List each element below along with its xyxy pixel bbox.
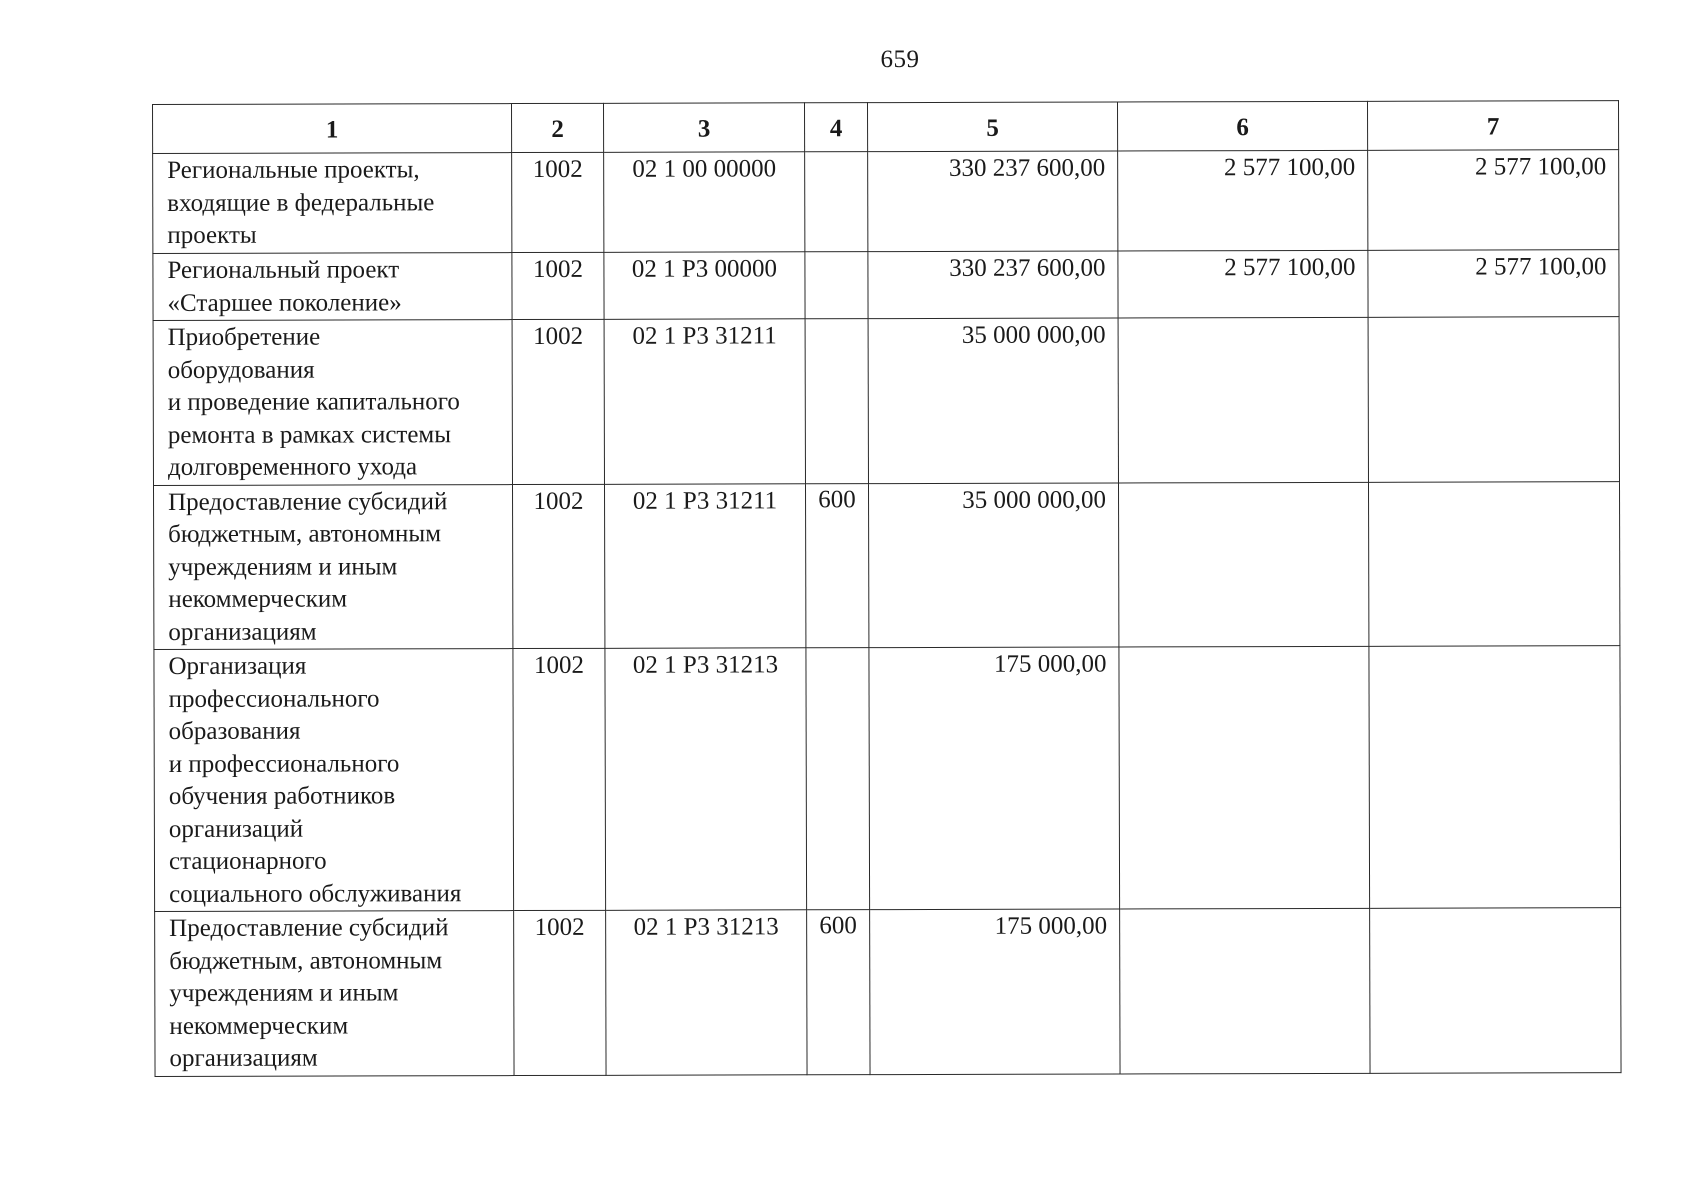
row-name-cell	[154, 649, 514, 912]
table-row	[153, 150, 1619, 254]
budget-table	[152, 100, 1622, 1076]
page-number: 659	[880, 46, 920, 73]
table-row	[153, 481, 1619, 649]
sum6-cell: 2 577 100,00	[1118, 250, 1368, 318]
sum5-cell: 35 000 000,00	[868, 482, 1118, 647]
code-cell: 02 1 Р3 31213	[606, 910, 807, 1075]
code-cell: 02 1 Р3 00000	[604, 252, 805, 320]
sum5-cell: 35 000 000,00	[868, 318, 1118, 483]
section-cell: 1002	[514, 910, 606, 1075]
row-name-cell	[153, 153, 512, 254]
section-cell: 1002	[513, 648, 606, 910]
sum5-cell: 175 000,00	[869, 647, 1120, 910]
row-name: Предоставление субсидий бюджетным, автономным учреждениям и иным некоммерческим организациям	[168, 487, 448, 646]
sum6-cell	[1120, 908, 1370, 1073]
column-header: 3	[603, 103, 804, 153]
section-cell: 1002	[512, 484, 604, 649]
row-name-cell	[155, 911, 514, 1076]
type-cell	[805, 252, 868, 319]
sum5-cell: 330 237 600,00	[868, 151, 1118, 252]
column-header: 5	[867, 102, 1117, 152]
type-cell: 600	[805, 483, 868, 648]
row-name: Региональный проект «Старшее поколение»	[167, 256, 402, 317]
type-cell: 600	[807, 910, 870, 1075]
table-row	[154, 646, 1621, 912]
row-name: Организация профессионального образования и профессионального обучения работников организаций стационарного социального обслуживания	[168, 652, 462, 908]
code-cell: 02 1 Р3 31213	[605, 648, 807, 911]
sum7-cell	[1370, 908, 1621, 1073]
type-cell	[805, 319, 868, 484]
sum7-cell	[1369, 646, 1621, 909]
table-row	[155, 908, 1621, 1076]
sum7-cell	[1368, 481, 1619, 646]
row-name-cell	[153, 253, 512, 321]
column-header: 1	[153, 104, 512, 154]
table-row	[153, 250, 1619, 321]
sum7-cell: 2 577 100,00	[1368, 150, 1619, 251]
row-name: Приобретение оборудования и проведение капитального ремонта в рамках системы долговременного ухода	[167, 323, 460, 481]
column-header: 6	[1117, 101, 1367, 151]
sum7-cell: 2 577 100,00	[1368, 250, 1619, 318]
row-name: Региональные проекты, входящие в федеральные проекты	[167, 156, 435, 249]
section-cell: 1002	[512, 319, 604, 484]
sum6-cell	[1118, 317, 1368, 482]
sum5-cell: 330 237 600,00	[868, 251, 1118, 319]
type-cell	[805, 152, 868, 252]
table-header-row	[153, 101, 1619, 154]
sum6-cell	[1118, 482, 1368, 647]
code-cell: 02 1 Р3 31211	[604, 483, 805, 648]
row-name-cell	[153, 320, 512, 485]
sum7-cell	[1368, 317, 1619, 482]
section-cell: 1002	[512, 152, 604, 252]
code-cell: 02 1 00 00000	[604, 152, 805, 253]
section-cell: 1002	[512, 252, 604, 319]
type-cell	[806, 648, 870, 910]
row-name: Предоставление субсидий бюджетным, автономным учреждениям и иным некоммерческим организациям	[169, 914, 449, 1072]
sum5-cell: 175 000,00	[870, 909, 1120, 1074]
column-header: 7	[1367, 101, 1618, 151]
sum6-cell: 2 577 100,00	[1118, 150, 1368, 251]
column-header: 2	[512, 103, 604, 152]
code-cell: 02 1 Р3 31211	[604, 319, 805, 484]
sum6-cell	[1119, 646, 1370, 909]
row-name-cell	[153, 484, 512, 649]
table-row	[153, 317, 1619, 485]
column-header: 4	[804, 103, 867, 152]
